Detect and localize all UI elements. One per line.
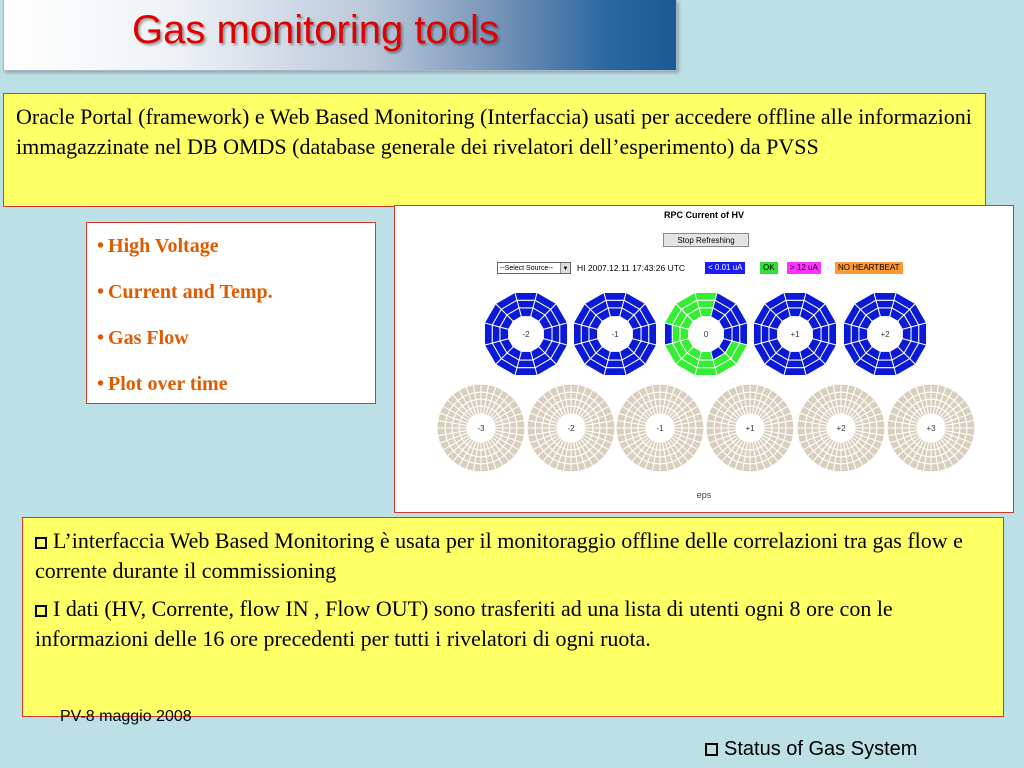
note-text: I dati (HV, Corrente, flow IN , Flow OUT) sono trasferiti ad una lista di utenti ogni 8 ore con le informazioni delle 16 ore precedenti per tutti i rivelatori di ogni ruota. bbox=[35, 596, 893, 651]
detector-diagram bbox=[395, 206, 1013, 512]
list-item: • Current and Temp. bbox=[97, 281, 273, 303]
feature-list bbox=[86, 222, 376, 404]
wheel-label: +1 bbox=[790, 330, 800, 339]
list-item-label: Current and Temp. bbox=[108, 281, 273, 303]
list-item: • Plot over time bbox=[97, 373, 228, 395]
wheel-+2[interactable] bbox=[843, 292, 926, 375]
wheel-label: +2 bbox=[880, 330, 890, 339]
chevron-down-icon: ▼ bbox=[560, 263, 570, 273]
list-item: • Gas Flow bbox=[97, 327, 189, 349]
panel-title: RPC Current of HV bbox=[663, 210, 744, 220]
legend-high: > 12 uA bbox=[787, 262, 821, 274]
status-link[interactable] bbox=[705, 738, 917, 761]
footer-text: PV-8 maggio 2008 bbox=[60, 708, 192, 725]
slide-title: Gas monitoring tools bbox=[132, 8, 499, 52]
disk-label: +3 bbox=[926, 424, 936, 433]
list-item-label: High Voltage bbox=[108, 235, 219, 257]
disk-label: +2 bbox=[836, 424, 846, 433]
list-item-label: Gas Flow bbox=[108, 327, 189, 349]
notes-box bbox=[22, 517, 1004, 717]
note-text: L’interfaccia Web Based Monitoring è usata per il monitoraggio offline delle correlazioni tra gas flow e corrente durante il commissioning bbox=[35, 528, 963, 583]
eps-label: eps bbox=[696, 490, 712, 500]
stop-refreshing-button[interactable]: Stop Refreshing bbox=[663, 233, 749, 247]
title-bar bbox=[3, 0, 677, 71]
checkbox-bullet-icon bbox=[35, 605, 47, 617]
wheel-label: 0 bbox=[703, 330, 709, 339]
wheel--2[interactable] bbox=[484, 292, 567, 375]
note-item bbox=[35, 594, 991, 654]
disk-+1[interactable] bbox=[706, 384, 794, 472]
note-item bbox=[35, 526, 991, 586]
disk-+3[interactable] bbox=[887, 384, 975, 472]
source-select-value: --Select Source-- bbox=[500, 265, 553, 272]
wheel--1[interactable] bbox=[573, 292, 656, 375]
disk-label: -1 bbox=[656, 424, 664, 433]
disk-label: +1 bbox=[745, 424, 755, 433]
legend-ok: OK bbox=[760, 262, 778, 274]
rpc-monitor-panel bbox=[394, 205, 1014, 513]
wheel-label: -1 bbox=[611, 330, 619, 339]
disk--2[interactable] bbox=[527, 384, 615, 472]
status-link-label: Status of Gas System bbox=[724, 738, 918, 760]
disk--1[interactable] bbox=[616, 384, 704, 472]
checkbox-bullet-icon bbox=[35, 537, 47, 549]
legend-low: < 0.01 uA bbox=[705, 262, 745, 274]
legend-no-heartbeat: NO HEARTBEAT bbox=[835, 262, 903, 274]
disk-label: -2 bbox=[567, 424, 575, 433]
disk--3[interactable] bbox=[437, 384, 525, 472]
timestamp: HI 2007.12.11 17:43:26 UTC bbox=[577, 263, 686, 273]
disk-+2[interactable] bbox=[797, 384, 885, 472]
wheel-label: -2 bbox=[522, 330, 530, 339]
list-item-label: Plot over time bbox=[108, 373, 228, 395]
intro-box: Oracle Portal (framework) e Web Based Monitoring (Interfaccia) usati per accedere offline alle informazioni immagazzinate nel DB OMDS (database generale dei rivelatori dell’esperimento) da PVSS bbox=[3, 93, 986, 207]
wheel-+1[interactable] bbox=[753, 292, 836, 375]
list-item: • High Voltage bbox=[97, 235, 219, 257]
disk-label: -3 bbox=[477, 424, 485, 433]
checkbox-bullet-icon bbox=[705, 743, 718, 756]
wheel-0[interactable] bbox=[664, 292, 747, 375]
